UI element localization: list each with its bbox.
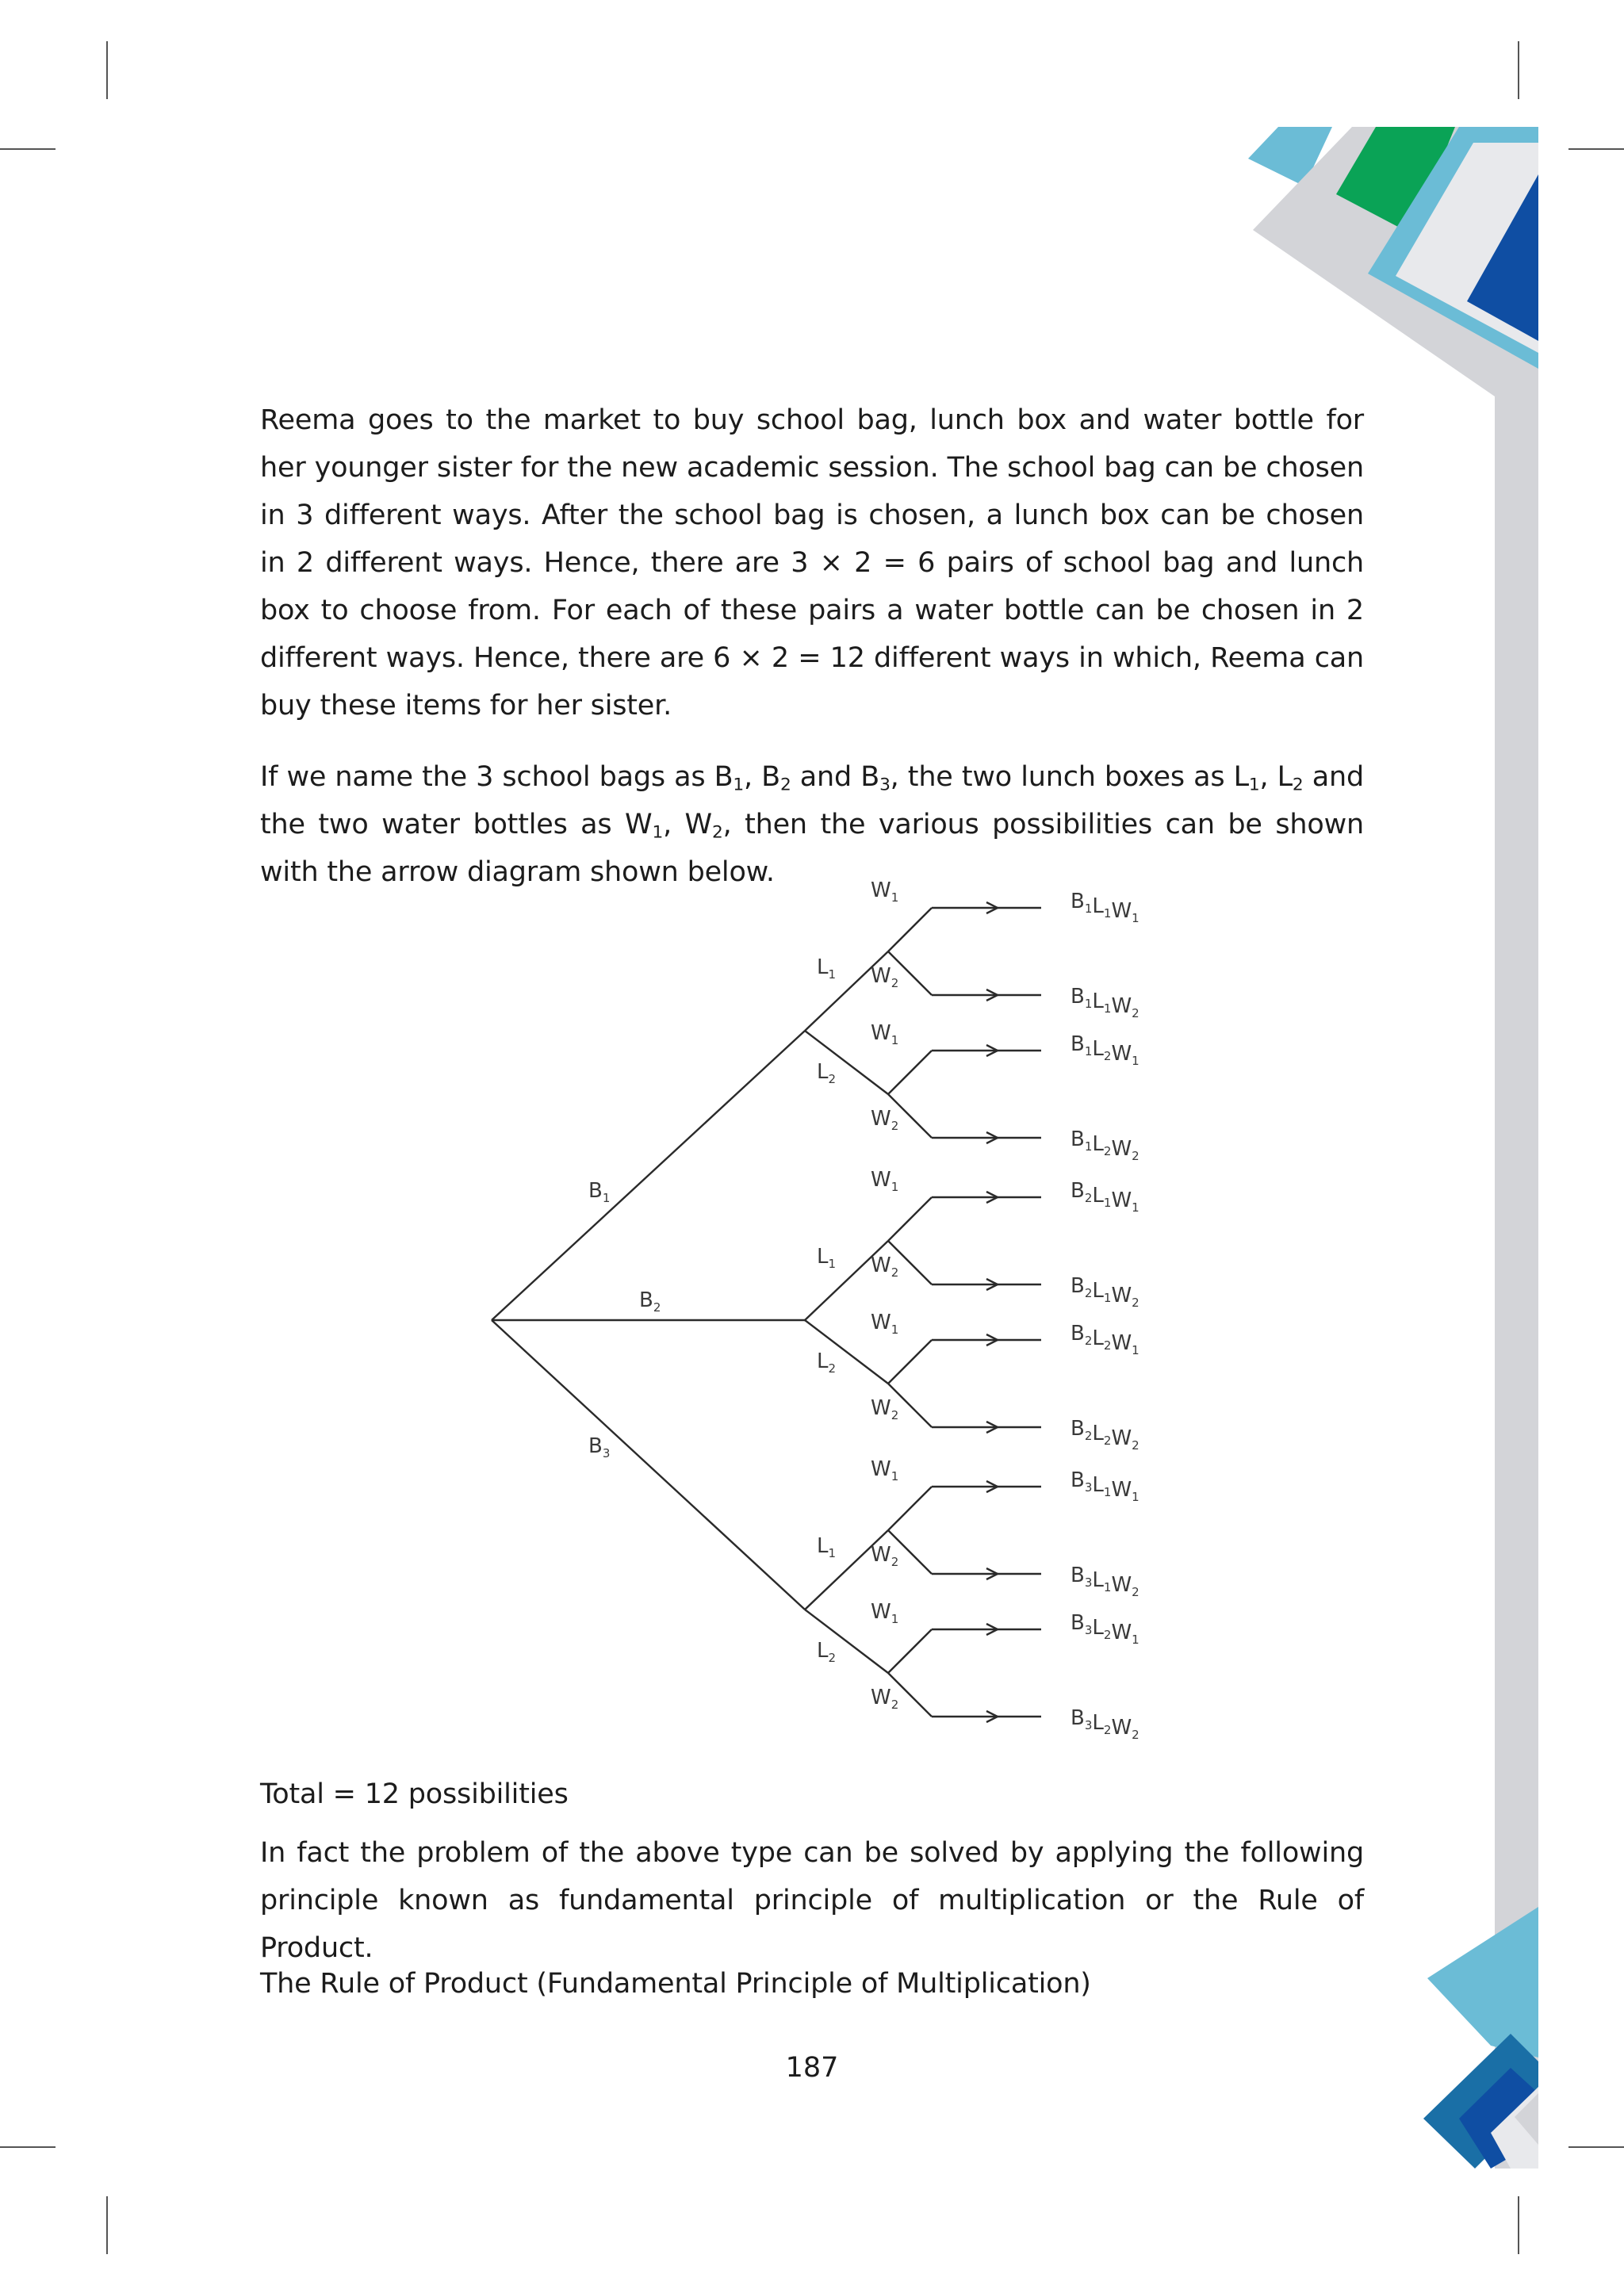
outcome-12: $B_3L_2W_2$ bbox=[1071, 1706, 1139, 1742]
label-lunch-1-1: $L_1$ bbox=[817, 955, 837, 982]
label-lunch-3-1: $L_1$ bbox=[817, 1534, 837, 1560]
label-lunch-2-1: $L_1$ bbox=[817, 1245, 837, 1271]
outcome-3: $B_1L_2W_1$ bbox=[1071, 1032, 1139, 1068]
label-lunch-2-2: $L_2$ bbox=[817, 1349, 837, 1376]
branch-water-1-1-1 bbox=[888, 908, 932, 951]
label-water-12: $W_2$ bbox=[871, 1686, 899, 1712]
p2-text-5: , L bbox=[1259, 761, 1293, 793]
label-water-1: $W_1$ bbox=[871, 879, 899, 905]
branch-water-3-2-1 bbox=[888, 1629, 932, 1673]
p2-sub-3: 3 bbox=[879, 775, 891, 795]
outcome-11: $B_3L_2W_1$ bbox=[1071, 1611, 1139, 1647]
outcome-10: $B_3L_1W_2$ bbox=[1071, 1564, 1139, 1599]
outcome-2: $B_1L_1W_2$ bbox=[1071, 985, 1139, 1020]
label-lunch-1-2: $L_2$ bbox=[817, 1060, 837, 1086]
p2-sub-4: 1 bbox=[1248, 775, 1260, 795]
label-water-8: $W_2$ bbox=[871, 1396, 899, 1422]
p2-text-3: and B bbox=[791, 761, 880, 793]
p2-sub-6: 1 bbox=[652, 822, 664, 843]
outcome-7: $B_2L_2W_1$ bbox=[1071, 1322, 1139, 1357]
branch-bag-3 bbox=[492, 1320, 805, 1610]
p2-text-2: , B bbox=[744, 761, 780, 793]
page-number: 187 bbox=[785, 2052, 839, 2084]
label-water-6: $W_2$ bbox=[871, 1254, 899, 1280]
total-possibilities: Total = 12 possibilities bbox=[260, 1778, 569, 1810]
branch-bag-1 bbox=[492, 1031, 805, 1320]
label-water-7: $W_1$ bbox=[871, 1311, 899, 1337]
p2-sub-5: 2 bbox=[1292, 775, 1304, 795]
paragraph-intro: Reema goes to the market to buy school bag, lunch box and water bottle for her younger sister for the new academic session. The school bag can be chosen in 3 different ways. After the school bag is chosen, a lunch box can be chosen in 2 different ways. Hence, there are 3 × 2 = 6 pairs of school bag and lunch box to choose from. For each of these pairs a water bottle can be chosen in 2 different ways. Hence, there are 6 × 2 = 12 different ways in which, Reema can buy these items for her sister. bbox=[260, 404, 1364, 722]
label-bag-3: $B_3$ bbox=[588, 1434, 611, 1460]
paragraph-principle: In fact the problem of the above type can be solved by applying the following principle known as fundamental principle of multiplication or the Rule of Product. bbox=[260, 1837, 1364, 1964]
outcome-8: $B_2L_2W_2$ bbox=[1071, 1417, 1139, 1453]
p2-text-4: , the two lunch boxes as L bbox=[890, 761, 1249, 793]
label-bag-2: $B_2$ bbox=[639, 1288, 661, 1315]
label-water-4: $W_2$ bbox=[871, 1107, 899, 1133]
label-lunch-3-2: $L_2$ bbox=[817, 1639, 837, 1665]
outcome-1: $B_1L_1W_1$ bbox=[1071, 890, 1139, 925]
outcome-6: $B_2L_1W_2$ bbox=[1071, 1274, 1139, 1310]
p2-text-6: and the two water bottles as W bbox=[260, 761, 1364, 840]
branch-water-2-1-1 bbox=[888, 1197, 932, 1241]
p2-sub-7: 2 bbox=[711, 822, 723, 843]
outcome-5: $B_2L_1W_1$ bbox=[1071, 1179, 1139, 1215]
label-water-11: $W_1$ bbox=[871, 1600, 899, 1626]
p2-text-1: If we name the 3 school bags as B bbox=[260, 761, 733, 793]
branch-water-1-2-1 bbox=[888, 1051, 932, 1094]
p2-text-8: , then the various possibilities can be shown with the arrow diagram shown below. bbox=[260, 809, 1364, 888]
p2-sub-2: 2 bbox=[779, 775, 791, 795]
label-bag-1: $B_1$ bbox=[588, 1179, 611, 1205]
branch-water-3-1-1 bbox=[888, 1487, 932, 1530]
label-water-5: $W_1$ bbox=[871, 1168, 899, 1194]
p2-sub-1: 1 bbox=[733, 775, 745, 795]
p2-text-7: , W bbox=[663, 809, 712, 840]
rule-of-product-heading: The Rule of Product (Fundamental Principle of Multiplication) bbox=[260, 1968, 1091, 2000]
label-water-3: $W_1$ bbox=[871, 1021, 899, 1047]
outcome-9: $B_3L_1W_1$ bbox=[1071, 1468, 1139, 1504]
label-water-9: $W_1$ bbox=[871, 1457, 899, 1483]
branch-water-2-2-1 bbox=[888, 1340, 932, 1384]
label-water-10: $W_2$ bbox=[871, 1543, 899, 1569]
outcome-4: $B_1L_2W_2$ bbox=[1071, 1127, 1139, 1163]
label-water-2: $W_2$ bbox=[871, 964, 899, 990]
